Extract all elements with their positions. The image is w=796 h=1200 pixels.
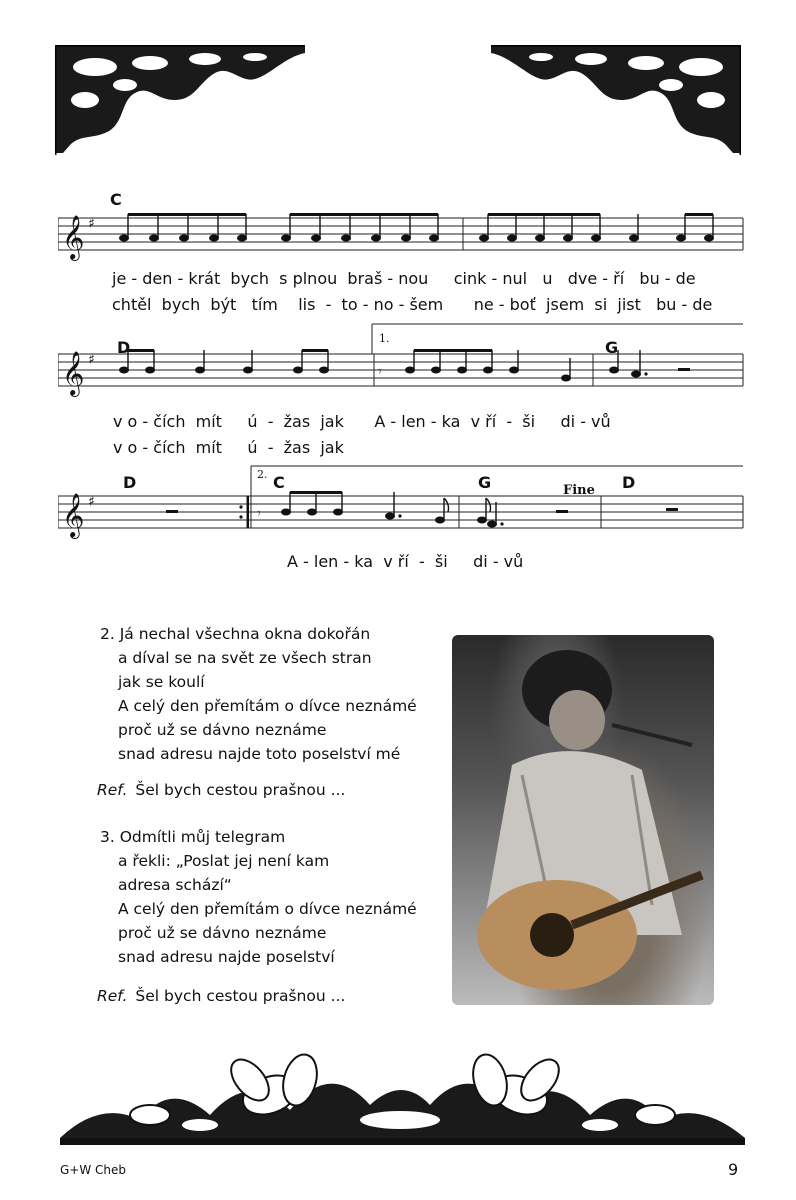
top-right-ornament — [491, 45, 741, 155]
verse-number: 3. — [100, 828, 115, 846]
volta-label: 2. — [257, 468, 268, 481]
chord-label: C — [273, 473, 285, 492]
verse-first-line — [100, 825, 417, 849]
fine-marking: Fine — [563, 483, 595, 498]
verse-line: a díval se na svět ze všech stran — [118, 649, 372, 667]
refrain-label: Ref. — [97, 781, 128, 799]
refrain-text: Šel bych cestou prašnou ... — [135, 781, 346, 799]
lyric-line: v o - čích mít ú - žas jak — [113, 438, 344, 457]
chord-label: C — [110, 190, 122, 209]
staff-system-1 — [58, 210, 748, 270]
svg-text:♯: ♯ — [88, 216, 95, 232]
chord-label: D — [622, 473, 636, 492]
chord-label: G — [605, 338, 619, 357]
singer-guitarist-photo — [452, 635, 714, 1005]
verse-number: 2. — [100, 625, 115, 643]
svg-text:𝄾: 𝄾 — [378, 364, 382, 380]
page-number: 9 — [728, 1160, 739, 1179]
chord-label: D — [117, 338, 131, 357]
publisher-footer: G+W Cheb — [60, 1163, 127, 1177]
verse-line: snad adresu najde poselství — [118, 948, 335, 966]
verse-line: proč už se dávno neznáme — [118, 721, 327, 739]
lyric-line: A - len - ka v ří - ši di - vů — [287, 552, 524, 571]
verse-line: Odmítli můj telegram — [119, 828, 286, 846]
refrain-reference — [97, 987, 345, 1005]
svg-text:𝄞: 𝄞 — [62, 493, 85, 537]
verse-line: a řekli: „Poslat jej není kam — [118, 852, 330, 870]
staff-system-2 — [58, 320, 748, 400]
verse-line: jak se koulí — [118, 673, 205, 691]
verse-line: A celý den přemítám o dívce neznámé — [118, 697, 417, 715]
volta-label: 1. — [379, 332, 390, 345]
lyric-line: chtěl bych být tím lis - to - no - šem ne - boť jsem si jist bu - de — [112, 295, 713, 314]
lyric-line: v o - čích mít ú - žas jak A - len - ka v ří - ši di - vů — [113, 412, 611, 431]
svg-text:𝄞: 𝄞 — [62, 215, 85, 259]
svg-text:♯: ♯ — [88, 352, 95, 368]
verse-line: adresa schází“ — [118, 876, 232, 894]
verse-line: snad adresu najde toto poselství mé — [118, 745, 401, 763]
svg-text:𝄾: 𝄾 — [257, 506, 261, 522]
verse-2 — [100, 622, 417, 766]
bottom-floral-ornament — [60, 1040, 745, 1145]
verse-line: A celý den přemítám o dívce neznámé — [118, 900, 417, 918]
refrain-label: Ref. — [97, 987, 128, 1005]
svg-text:𝄞: 𝄞 — [62, 351, 85, 395]
svg-text:♯: ♯ — [88, 494, 95, 510]
refrain-reference — [97, 781, 345, 799]
lyric-line: je - den - krát bych s plnou braš - nou cink - nul u dve - ří bu - de — [112, 269, 696, 288]
refrain-text: Šel bych cestou prašnou ... — [135, 987, 346, 1005]
verse-3 — [100, 825, 417, 969]
verse-line: Já nechal všechna okna dokořán — [119, 625, 371, 643]
chord-label: D — [123, 473, 137, 492]
staff-system-3 — [58, 462, 748, 542]
top-left-ornament — [55, 45, 305, 155]
verse-line: proč už se dávno neznáme — [118, 924, 327, 942]
verse-first-line — [100, 622, 417, 646]
chord-label: G — [478, 473, 492, 492]
